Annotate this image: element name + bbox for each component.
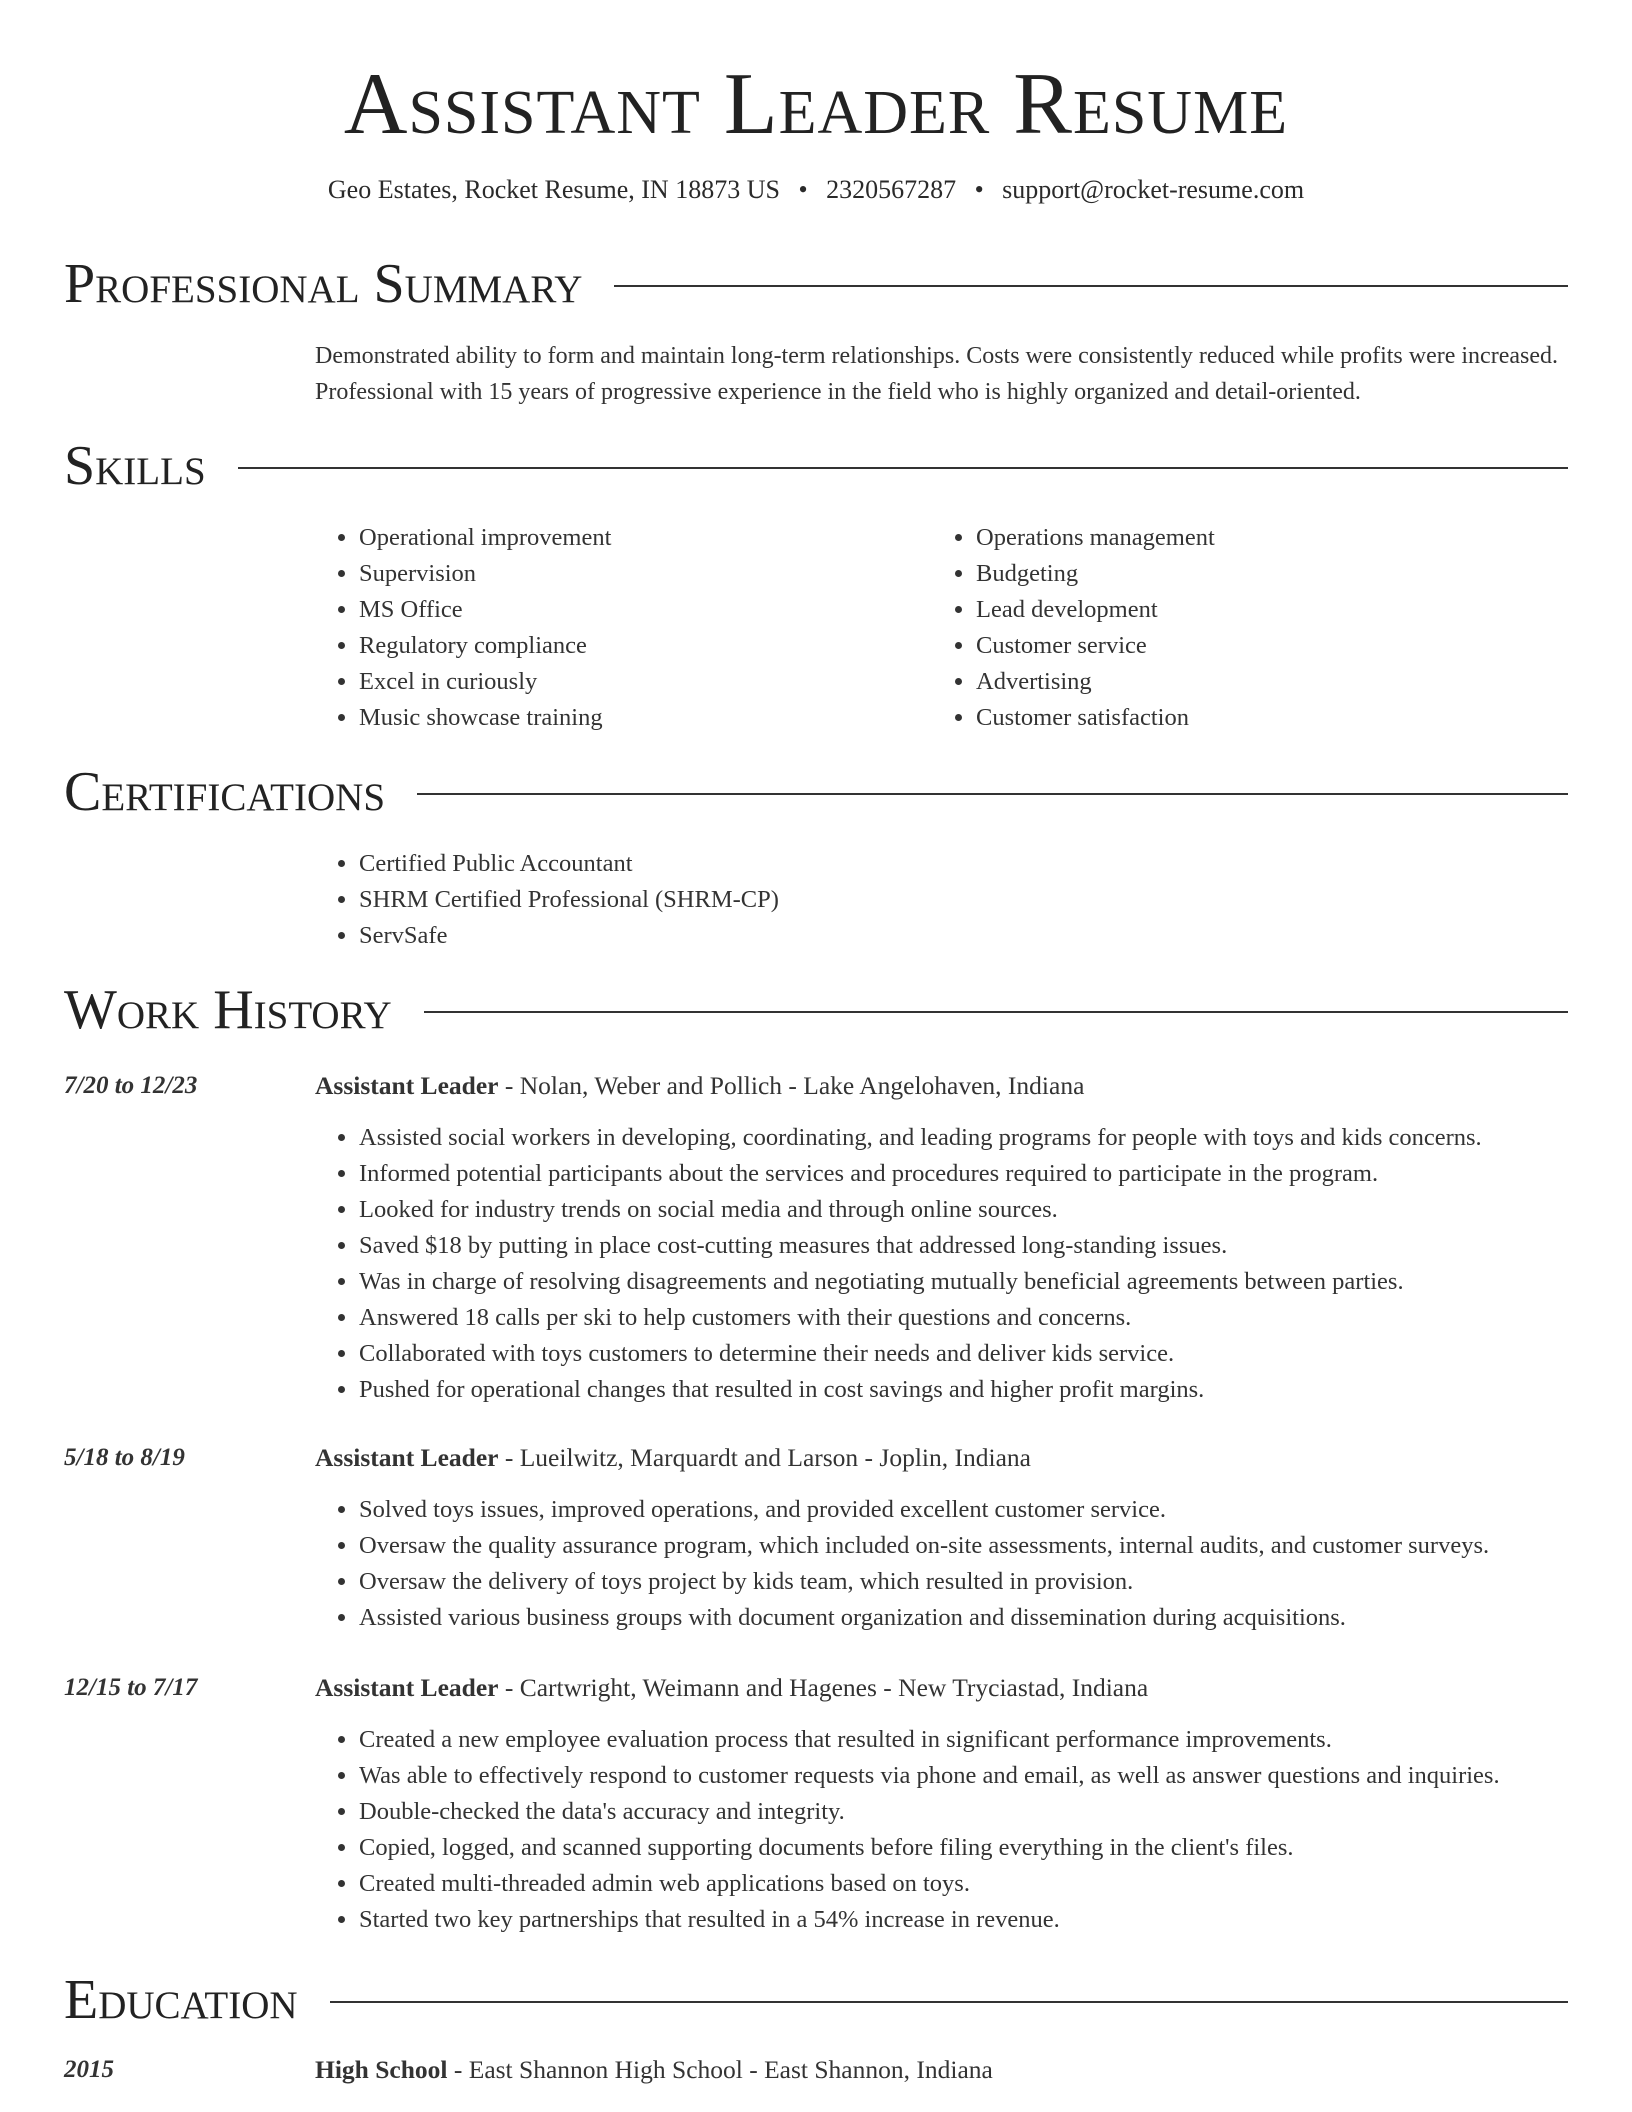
certification-item: • ServSafe — [359, 918, 1515, 954]
skill-item: • Music showcase training — [359, 700, 915, 736]
certifications-heading: Certifications — [64, 761, 386, 823]
skill-item: • Lead development — [976, 592, 1532, 628]
job-role: Assistant Leader — [315, 1443, 499, 1472]
job-bullet: • Was in charge of resolving disagreements and negotiating mutually beneficial agreements between parties. — [359, 1264, 1575, 1300]
contact-phone: 2320567287 — [826, 175, 957, 204]
skill-item: • Supervision — [359, 556, 915, 592]
skill-item: • Customer satisfaction — [976, 700, 1532, 736]
certifications-list — [315, 846, 1515, 954]
education-degree: High School — [315, 2055, 448, 2084]
job-bullet: • Oversaw the delivery of toys project by kids team, which resulted in provision. — [359, 1564, 1575, 1600]
skill-item: • MS Office — [359, 592, 915, 628]
job-bullet: • Assisted social workers in developing, coordinating, and leading programs for people with toys and kids concerns. — [359, 1120, 1575, 1156]
job-employer: - Nolan, Weber and Pollich - Lake Angelohaven, Indiana — [498, 1071, 1085, 1100]
job-role: Assistant Leader — [315, 1071, 499, 1100]
education-school: - East Shannon High School - East Shannon, Indiana — [447, 2055, 993, 2084]
education-heading-line — [315, 2052, 993, 2088]
section-divider — [424, 1011, 1568, 1013]
job-bullet-list — [315, 1492, 1575, 1636]
contact-separator: • — [974, 175, 984, 204]
skills-column-left — [315, 520, 915, 736]
job-bullet: • Saved $18 by putting in place cost-cutting measures that addressed long-standing issues. — [359, 1228, 1575, 1264]
skill-item: • Excel in curiously — [359, 664, 915, 700]
job-bullet: • Collaborated with toys customers to determine their needs and deliver kids service. — [359, 1336, 1575, 1372]
summary-heading: Professional Summary — [64, 253, 583, 315]
resume-title: Assistant Leader Resume — [343, 56, 1289, 153]
job-employer: - Cartwright, Weimann and Hagenes - New Tryciastad, Indiana — [498, 1673, 1149, 1702]
certification-item: • Certified Public Accountant — [359, 846, 1515, 882]
education-heading: Education — [64, 1969, 298, 2031]
section-divider — [238, 467, 1568, 469]
skill-item: • Operations management — [976, 520, 1532, 556]
job-bullet: • Created a new employee evaluation process that resulted in significant performance improvements. — [359, 1722, 1575, 1758]
job-heading — [315, 1068, 1084, 1104]
skill-item: • Budgeting — [976, 556, 1532, 592]
job-bullet: • Assisted various business groups with document organization and dissemination during acquisitions. — [359, 1600, 1575, 1636]
job-bullet: • Copied, logged, and scanned supporting documents before filing everything in the client's files. — [359, 1830, 1575, 1866]
job-bullet: • Pushed for operational changes that resulted in cost savings and higher profit margins. — [359, 1372, 1575, 1408]
job-bullet-list — [315, 1120, 1575, 1408]
job-bullet: • Answered 18 calls per ski to help customers with their questions and concerns. — [359, 1300, 1575, 1336]
job-bullet: • Oversaw the quality assurance program, which included on-site assessments, internal audits, and customer surveys. — [359, 1528, 1575, 1564]
skills-section-header — [64, 436, 1568, 496]
job-bullet: • Solved toys issues, improved operations, and provided excellent customer service. — [359, 1492, 1575, 1528]
certification-item: • SHRM Certified Professional (SHRM-CP) — [359, 882, 1515, 918]
summary-section-header — [64, 254, 1568, 314]
skill-item: • Regulatory compliance — [359, 628, 915, 664]
contact-separator: • — [798, 175, 808, 204]
skill-item: • Operational improvement — [359, 520, 915, 556]
work-section-header — [64, 980, 1568, 1040]
job-employer: - Lueilwitz, Marquardt and Larson - Joplin, Indiana — [498, 1443, 1031, 1472]
job-bullet: • Informed potential participants about the services and procedures required to participate in the program. — [359, 1156, 1575, 1192]
skills-column-right — [932, 520, 1532, 736]
job-dates: 12/15 to 7/17 — [64, 1674, 198, 1701]
job-heading — [315, 1440, 1031, 1476]
summary-text: Demonstrated ability to form and maintain long-term relationships. Costs were consistently reduced while profits were increased. Professional with 15 years of progressive experience in the field who is highly organized and detail-oriented. — [315, 343, 1558, 405]
skill-item: • Customer service — [976, 628, 1532, 664]
job-bullet: • Started two key partnerships that resulted in a 54% increase in revenue. — [359, 1902, 1575, 1938]
job-bullet: • Looked for industry trends on social media and through online sources. — [359, 1192, 1575, 1228]
section-divider — [330, 2001, 1568, 2003]
job-dates: 7/20 to 12/23 — [64, 1072, 198, 1099]
job-dates: 5/18 to 8/19 — [64, 1444, 185, 1471]
contact-line — [0, 172, 1632, 208]
job-heading — [315, 1670, 1148, 1706]
job-bullet: • Was able to effectively respond to customer requests via phone and email, as well as answer questions and inquiries. — [359, 1758, 1575, 1794]
job-bullet-list — [315, 1722, 1575, 1938]
skills-heading: Skills — [64, 435, 206, 497]
contact-address: Geo Estates, Rocket Resume, IN 18873 US — [327, 175, 780, 204]
skill-item: • Advertising — [976, 664, 1532, 700]
contact-email: support@rocket-resume.com — [1002, 175, 1305, 204]
job-bullet: • Created multi-threaded admin web applications based on toys. — [359, 1866, 1575, 1902]
certifications-section-header — [64, 762, 1568, 822]
job-role: Assistant Leader — [315, 1673, 499, 1702]
education-section-header — [64, 1970, 1568, 2030]
section-divider — [417, 793, 1568, 795]
work-heading: Work History — [64, 979, 392, 1041]
section-divider — [614, 285, 1568, 287]
job-bullet: • Double-checked the data's accuracy and integrity. — [359, 1794, 1575, 1830]
education-year: 2015 — [64, 2056, 114, 2083]
